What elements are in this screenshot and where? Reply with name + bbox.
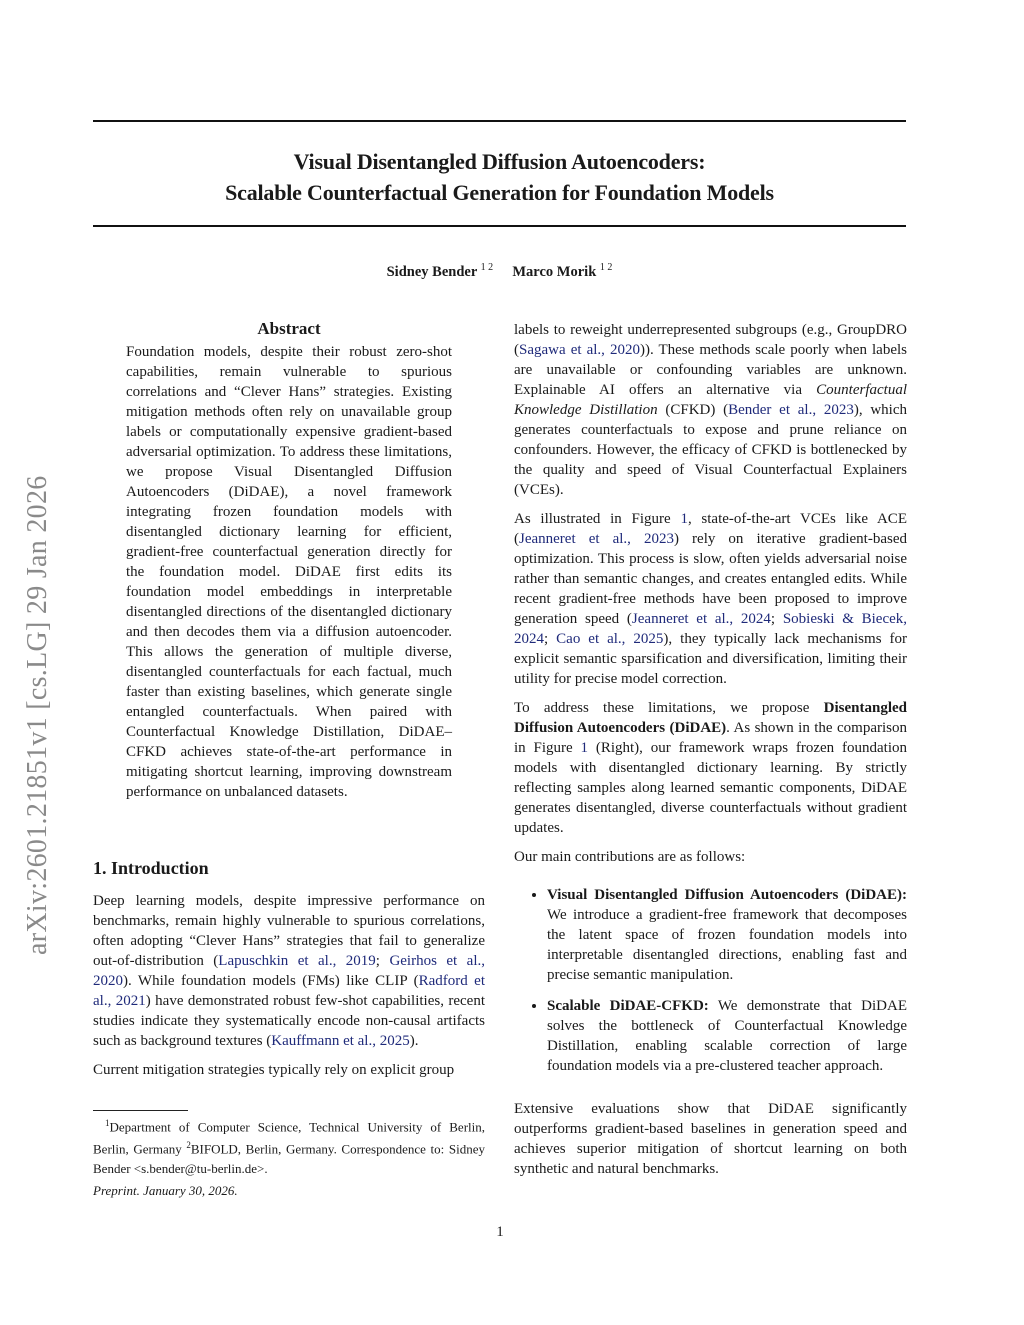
list-item (547, 885, 907, 985)
introduction-section (93, 856, 485, 1080)
title-bottom-rule (93, 225, 906, 227)
section-heading: 1. Introduction (93, 858, 209, 878)
right-paragraph-5: Extensive evaluations show that DiDAE significantly outperforms gradient-based baselines in generation speed and achieves superior mitigation of shortcut learning on both synthetic and natural benchmarks. (514, 1101, 907, 1177)
citation-link[interactable]: Sagawa et al., 2020 (519, 342, 640, 358)
contributions-list (514, 885, 907, 1076)
text-span: . As shown in the comparison in Figure (514, 720, 907, 756)
affiliation-footnote (93, 1114, 485, 1178)
text-span: , state-of-the-art VCEs like ACE ( (514, 511, 907, 547)
citation-link[interactable]: Bender et al., 2023 (728, 402, 854, 418)
footnote-marker: 1 (105, 1118, 110, 1128)
author-name: Sidney Bender (386, 263, 477, 280)
figure-link[interactable]: 1 (580, 740, 588, 756)
page-number: 1 (496, 1224, 504, 1240)
text-span: ), which generates counterfactuals to expose and prune reliance on confounders. However, the efficacy of CFKD is bottlenecked by the quality and speed of Visual Counterfactual Explainers (VCEs). (514, 402, 908, 498)
footnote-text: Department of Computer Science, Technical University of Berlin, Berlin, Germany (93, 1119, 485, 1157)
text-span: ). While foundation models (FMs) like CLIP ( (123, 973, 419, 989)
footnote-rule (93, 1110, 188, 1111)
text-span: ; (375, 953, 390, 969)
intro-paragraph-2-start: Current mitigation strategies typically rely on explicit group (93, 1062, 455, 1078)
citation-link[interactable]: Sobieski & Biecek, 2024 (514, 611, 908, 647)
citation-link[interactable]: Jeanneret et al., 2024 (631, 611, 771, 627)
author-name: Marco Morik (512, 263, 597, 280)
text-span: (CFKD) ( (657, 402, 729, 418)
text-span: To address these limitations, we propose (514, 700, 824, 716)
title-line-2: Scalable Counterfactual Generation for Foundation Models (225, 180, 774, 205)
right-paragraph-2 (514, 509, 907, 689)
footnote-marker: 2 (186, 1140, 191, 1151)
right-paragraph-1 (514, 320, 907, 500)
text-span: (Right), our framework wraps frozen foundation models with disentangled dictionary learning. By strictly reflecting samples along learned semantic components, DiDAE generates disentangled, diverse counterfactuals without gradient updates. (514, 740, 907, 836)
intro-paragraph-1 (93, 891, 485, 1051)
text-span: ) have demonstrated robust few-shot capabilities, recent studies indicate they systematically encode non-causal artifacts such as background textures ( (93, 993, 486, 1049)
author-affiliation: 1 2 (480, 262, 494, 273)
text-span: As illustrated in Figure (514, 511, 681, 527)
title-top-rule (93, 120, 906, 122)
footnote-text: BIFOLD, Berlin, Germany. Correspondence to: Sidney Bender <s.bender@tu-berlin.de>. (93, 1141, 485, 1176)
paper-title (93, 146, 906, 208)
title-line-1: Visual Disentangled Diffusion Autoencoders: (293, 149, 706, 174)
arxiv-side-stamp: arXiv:2601.21851v1 [cs.LG] 29 Jan 2026 (22, 475, 53, 955)
abstract-heading: Abstract (257, 319, 321, 338)
text-span: Deep learning models, despite impressive performance on benchmarks, remain highly vulnerable to spurious correlations, often adopting “Clever Hans” strategies that fail to generalize out-of-distribution ( (93, 893, 485, 969)
text-span: )). These methods scale poorly when labels are unavailable or confounding variables are unknown. Explainable AI offers an alternative via (514, 342, 907, 398)
author-list (93, 262, 906, 281)
citation-link[interactable]: Radford et al., 2021 (93, 973, 485, 1009)
right-column (514, 320, 907, 1179)
citation-link[interactable]: Kauffmann et al., 2025 (271, 1033, 410, 1049)
right-paragraph-3 (514, 698, 907, 838)
text-span: ). (409, 1033, 419, 1049)
text-span: ) rely on iterative gradient-based optimization. This process is slow, often yields adversarial noise rather than semantic changes, and creates entangled edits. While recent gradient-free methods have been proposed to improve generation speed ( (514, 531, 907, 627)
bold-text: Scalable DiDAE-CFKD: (547, 998, 709, 1014)
citation-link[interactable]: Jeanneret et al., 2023 (519, 531, 674, 547)
list-item (547, 996, 907, 1076)
citation-link[interactable]: Cao et al., 2025 (556, 631, 664, 647)
figure-link[interactable]: 1 (680, 511, 688, 527)
abstract-text: Foundation models, despite their robust zero-shot capabilities, remain vulnerable to spurious correlations and “Clever Hans” strategies. Existing mitigation methods often rely on unavailable group labels or computationally expensive gradient-based adversarial optimization. To address these limitations, we propose Visual Disentangled Diffusion Autoencoders (DiDAE), a novel framework integrating frozen foundation models with disentangled dictionary learning for efficient, gradient-free counterfactual generation directly for the foundation model. DiDAE first edits its foundation model embeddings in interpretable disentangled directions of the disentangled dictionary and then decodes them via a diffusion autoencoder. This allows the generation of multiple diverse, disentangled counterfactuals for each factual, much faster than existing baselines, which generate single entangled counterfactuals. When paired with Counterfactual Knowledge Distillation, DiDAE–CFKD achieves state-of-the-art performance in mitigating shortcut learning, improving downstream performance on unbalanced datasets. (126, 344, 452, 800)
bold-text: Visual Disentangled Diffusion Autoencoders (DiDAE): (547, 887, 907, 903)
text-span: labels to reweight underrepresented subgroups (e.g., GroupDRO ( (514, 322, 907, 358)
text-span: We demonstrate that DiDAE solves the bottleneck of Counterfactual Knowledge Distillation, enabling scalable correction of large foundation models via a pre-clustered teacher approach. (547, 998, 907, 1074)
text-span: ; (770, 611, 783, 627)
citation-link[interactable]: Lapuschkin et al., 2019 (218, 953, 376, 969)
text-span: ; (544, 631, 557, 647)
right-paragraph-4: Our main contributions are as follows: (514, 849, 746, 865)
bold-text: Disentangled Diffusion Autoencoders (DiDAE) (514, 700, 907, 736)
abstract-section (126, 318, 452, 802)
emphasis-text: Counterfactual Knowledge Distillation (514, 382, 907, 418)
citation-link[interactable]: Geirhos et al., 2020 (93, 953, 485, 989)
text-span: We introduce a gradient-free framework that decomposes the latent space of frozen foundation models into interpretable disentangled directions, enabling fast and precise semantic manipulation. (547, 907, 907, 983)
author-affiliation: 1 2 (599, 262, 613, 273)
preprint-notice: Preprint. January 30, 2026. (93, 1183, 238, 1198)
text-span: ), they typically lack mechanisms for explicit semantic sparsification and diversification, limiting their utility for precise model correction. (514, 631, 907, 687)
